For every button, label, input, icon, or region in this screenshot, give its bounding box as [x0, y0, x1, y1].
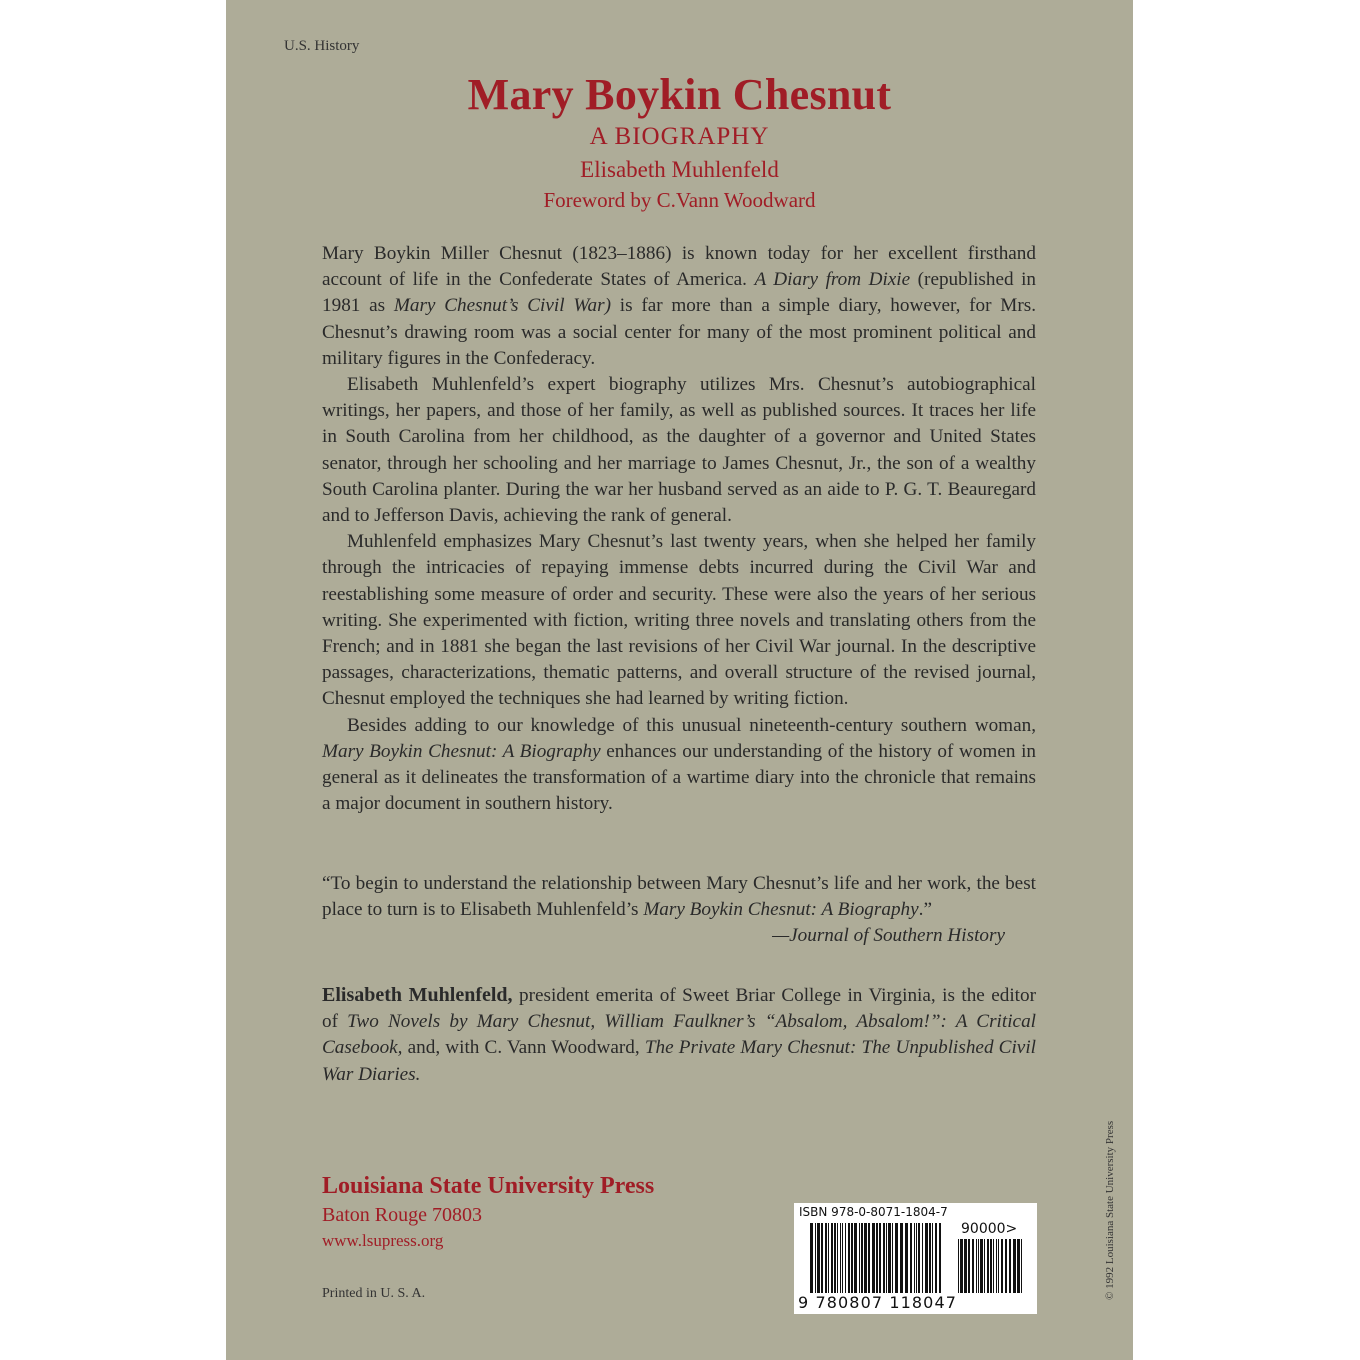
barcode-bar [845, 1223, 846, 1293]
foreword-credit: Foreword by C.Vann Woodward [543, 188, 816, 212]
review-quote [322, 871, 1036, 923]
barcode-bar [848, 1223, 850, 1293]
barcode-bar [876, 1223, 878, 1293]
barcode-bar [872, 1223, 875, 1293]
italic-title: Mary Chesnut’s Civil War) [393, 295, 611, 317]
barcode-bar [998, 1239, 999, 1293]
barcode-bar [1001, 1239, 1003, 1293]
text-run: Mary Boykin Miller Chesnut (1823–1886) is known today for her excellent firsthand account of life in the Confederate States of America. [322, 243, 1036, 291]
isbn-text: ISBN 978-0-8071-1804-7 [799, 1205, 948, 1219]
barcode-bar [828, 1223, 829, 1293]
barcode-bar [916, 1223, 917, 1293]
barcode-bar [987, 1239, 989, 1293]
text-run: is far more than a simple diary, however, for Mrs. Chesnut’s drawing room was a social center for many of the most prominent political and military figures in the Confederacy. [322, 295, 1036, 369]
barcode-bar [1005, 1239, 1007, 1293]
publisher-city: Baton Rouge 70803 [322, 1204, 482, 1226]
bio-name: Elisabeth Muhlenfeld, [322, 984, 513, 1006]
barcode-bar [861, 1223, 863, 1293]
text-run: .” [918, 899, 932, 921]
barcode-bar [984, 1239, 985, 1293]
barcode-bar [868, 1223, 870, 1293]
barcode-bar [914, 1223, 915, 1293]
italic-title: Mary Boykin Chesnut: A Biography [643, 899, 919, 921]
barcode-bar [825, 1223, 827, 1293]
publisher-name: Louisiana State University Press [322, 1173, 655, 1199]
text-run: (republished in 1981 as [322, 269, 1037, 317]
barcode-bar [905, 1223, 908, 1293]
barcode-bar [978, 1239, 979, 1293]
description-paragraph-4 [322, 713, 1036, 818]
barcode-bar [972, 1239, 974, 1293]
barcode-bar [960, 1239, 963, 1293]
ean-barcode-bars [810, 1223, 944, 1293]
barcode-bar [810, 1223, 813, 1293]
price-addon-text: 90000> [961, 1221, 1018, 1237]
barcode-bar [958, 1239, 959, 1293]
description-paragraph-1 [322, 241, 1036, 372]
quote-attribution: —Journal of Southern History [772, 925, 1005, 946]
addon-barcode-bars [958, 1239, 1024, 1293]
barcode-bar [831, 1223, 833, 1293]
barcode-bar [935, 1223, 937, 1293]
barcode-bar [888, 1223, 891, 1293]
barcode-bar [939, 1223, 941, 1293]
italic-title: Mary Boykin Chesnut: A Biography [322, 740, 601, 762]
barcode-bar [859, 1223, 860, 1293]
barcode-bar [932, 1223, 933, 1293]
text-run: “To begin to understand the relationship between Mary Chesnut’s life and her work, the best place to turn is to Elisabeth Muhlenfeld’s [322, 873, 1036, 921]
barcode-bar [1021, 1239, 1022, 1293]
author-name: Elisabeth Muhlenfeld [580, 157, 779, 182]
barcode-bar [990, 1239, 992, 1293]
barcode-bar [842, 1223, 843, 1293]
barcode-bar [976, 1239, 977, 1293]
barcode-bar [910, 1223, 912, 1293]
text-run: president emerita of Sweet Briar College in Virginia, is the editor of [322, 985, 1036, 1033]
barcode-bar [964, 1239, 967, 1293]
publisher-url[interactable]: www.lsupress.org [322, 1231, 444, 1250]
barcode-bar [821, 1223, 823, 1293]
barcode-bar [886, 1223, 887, 1293]
barcode [794, 1203, 1037, 1314]
printed-in-label: Printed in U. S. A. [322, 1286, 426, 1301]
barcode-bar [996, 1239, 997, 1293]
barcode-bar [864, 1223, 867, 1293]
barcode-bar [929, 1223, 931, 1293]
barcode-bar [892, 1223, 893, 1293]
italic-title: Two Novels by Mary Chesnut, William Faulkner’s “Absalom, Absalom!”: A Critical Casebook, [322, 1011, 1036, 1059]
barcode-bar [922, 1223, 923, 1293]
text-run: Besides adding to our knowledge of this unusual nineteenth-century southern woman, [347, 714, 1036, 736]
description-paragraph-2: Elisabeth Muhlenfeld’s expert biography utilizes Mrs. Chesnut’s autobiographical writings, her papers, and those of her family, as well as published sources. It traces her life in South Carolina from her childhood, as the daughter of a governor and United States senator, through her schooling and her marriage to James Chesnut, Jr., the son of a wealthy South Carolina planter. During the war her husband served as an aide to P. G. T. Beauregard and to Jefferson Davis, achieving the rank of general. [322, 374, 1036, 527]
barcode-bar [1013, 1239, 1016, 1293]
book-back-cover [226, 0, 1133, 1360]
italic-title: The Private Mary Chesnut: The Unpublished Civil War Diaries. [322, 1037, 1036, 1085]
book-title: Mary Boykin Chesnut [467, 70, 892, 119]
barcode-bar [851, 1223, 853, 1293]
description-text [322, 241, 1036, 817]
barcode-bar [1009, 1239, 1011, 1293]
italic-title: A Diary from Dixie [754, 269, 911, 291]
barcode-bar [834, 1223, 836, 1293]
barcode-bar [817, 1223, 820, 1293]
barcode-bar [883, 1223, 885, 1293]
barcode-bar [879, 1223, 881, 1293]
author-bio [322, 982, 1036, 1088]
publisher-block [322, 1170, 654, 1254]
barcode-bar [837, 1223, 838, 1293]
barcode-bar [1017, 1239, 1020, 1293]
description-paragraph-3: Muhlenfeld emphasizes Mary Chesnut’s last twenty years, when she helped her family through the intricacies of repaying immense debts incurred during the Civil War and reestablishing some measure of order and security. These were also the years of her serious writing. She experimented with fiction, writing three novels and translating others from the French; and in 1881 she began the last revisions of her Civil War journal. In the descriptive passages, characterizations, thematic patterns, and overall structure of the revised journal, Chesnut employed the techniques she had learned by writing fiction. [322, 531, 1036, 710]
barcode-bar [918, 1223, 920, 1293]
text-run: enhances our understanding of the history of women in general as it delineates the transformation of a wartime diary into the chronicle that remains a major document in southern history. [322, 740, 1036, 815]
barcode-bar [968, 1239, 970, 1293]
barcode-bar [900, 1223, 903, 1293]
barcode-bar [925, 1223, 928, 1293]
barcode-bar [993, 1239, 994, 1293]
barcode-bar [840, 1223, 841, 1293]
barcode-bar [854, 1223, 857, 1293]
copyright-notice: © 1992 Louisiana State University Press [1104, 1120, 1116, 1300]
barcode-bar [980, 1239, 983, 1293]
text-run: and, with C. Vann Woodward, [402, 1037, 645, 1059]
book-subtitle: A BIOGRAPHY [589, 123, 770, 150]
title-block [226, 68, 1133, 214]
barcode-digits: 9 780807 118047 [798, 1293, 958, 1312]
category-label: U.S. History [284, 38, 360, 54]
barcode-bar [815, 1223, 816, 1293]
barcode-bar [895, 1223, 898, 1293]
